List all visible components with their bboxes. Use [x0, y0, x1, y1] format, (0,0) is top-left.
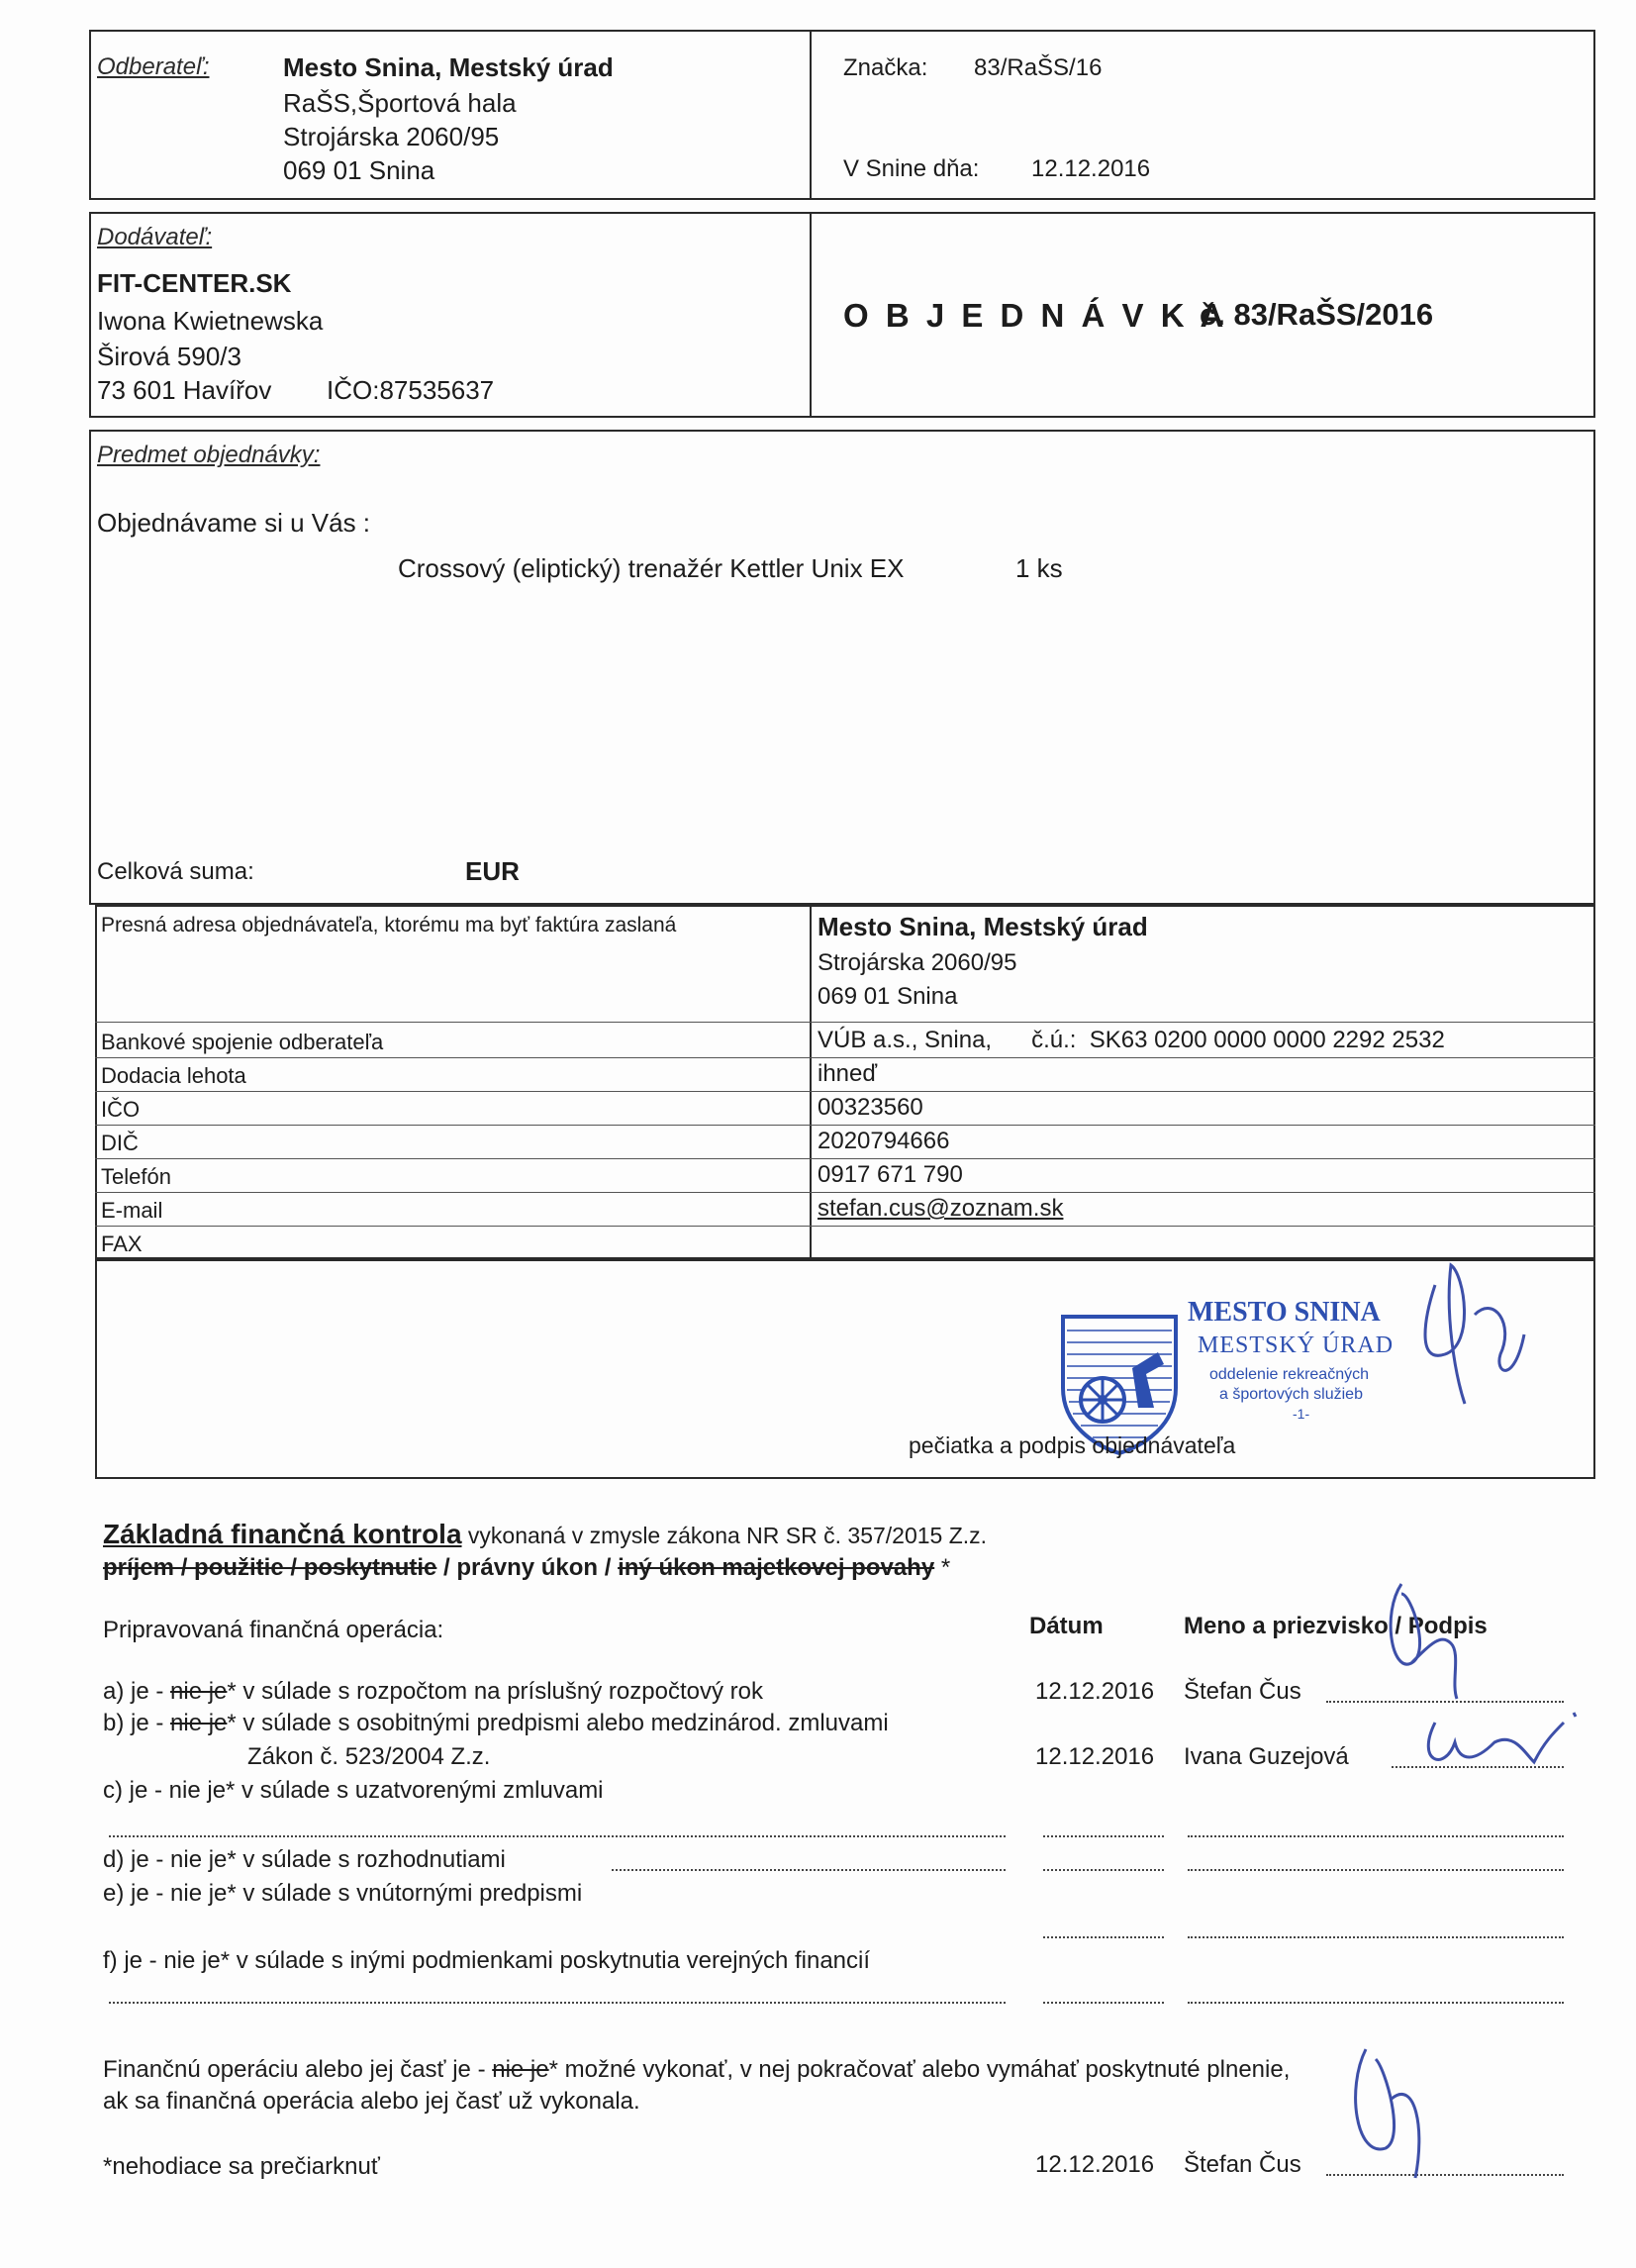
col-name-header: Meno a priezvisko / Podpis	[1184, 1613, 1488, 1639]
item-e: e) je - nie je* v súlade s vnútornými predpismi	[103, 1880, 583, 1907]
stamp-line4: a športových služieb	[1219, 1386, 1363, 1403]
final-prefix: Finančnú operáciu alebo jej časť je -	[103, 2056, 493, 2083]
subject-intro: Objednávame si u Vás :	[97, 508, 371, 538]
ref-value: 83/RaŠS/16	[974, 54, 1103, 81]
row-value-phone: 0917 671 790	[818, 1161, 963, 1188]
supplier-city: 73 601 Havířov	[97, 375, 272, 405]
row-sep-6	[95, 1226, 1595, 1227]
final-name: Štefan Čus	[1184, 2151, 1301, 2178]
types-struck-2: iný úkon majetkovej povahy	[618, 1554, 935, 1581]
item-c-line-name	[1188, 1835, 1564, 1837]
stamp-line5: -1-	[1293, 1406, 1310, 1422]
billing-divider	[810, 905, 812, 1259]
row-value-dic: 2020794666	[818, 1128, 950, 1154]
final-struck: nie je	[492, 2056, 549, 2083]
item-c-line-date	[1043, 1835, 1164, 1837]
total-currency: EUR	[465, 856, 520, 886]
item-d-line-date	[1043, 1869, 1164, 1871]
control-types	[103, 1554, 950, 1582]
supplier-name: FIT-CENTER.SK	[97, 268, 292, 298]
subject-label: Predmet objednávky:	[97, 442, 321, 468]
item-a-struck: nie je	[170, 1678, 228, 1705]
row-label-phone: Telefón	[101, 1164, 171, 1189]
order-title: O B J E D N Á V K A	[843, 297, 1228, 334]
item-b-law: Zákon č. 523/2004 Z.z.	[247, 1743, 491, 1770]
row-value-ico: 00323560	[818, 1094, 923, 1121]
buyer-label: Odberateľ:	[97, 53, 210, 80]
item-f-line-name	[1188, 2002, 1564, 2004]
stamp-caption: pečiatka a podpis objednávateľa	[909, 1432, 1236, 1458]
item-d: d) je - nie je* v súlade s rozhodnutiami	[103, 1846, 506, 1873]
item-e-line-name	[1188, 1936, 1564, 1938]
row-label-fax: FAX	[101, 1232, 143, 1256]
item-c: c) je - nie je* v súlade s uzatvorenými zmluvami	[103, 1777, 604, 1804]
types-struck-1: príjem / použitie / poskytnutie	[103, 1554, 437, 1581]
row-value-email[interactable]: stefan.cus@zoznam.sk	[818, 1195, 1064, 1222]
stamp-box	[95, 1259, 1595, 1479]
date-value: 12.12.2016	[1031, 155, 1151, 182]
signature-a-image	[1372, 1574, 1481, 1703]
control-title-suffix: vykonaná v zmysle zákona NR SR č. 357/2015 Z.z.	[461, 1523, 988, 1548]
item-b-name: Ivana Guzejová	[1184, 1743, 1349, 1770]
supplier-line2: Iwona Kwietnewska	[97, 306, 324, 336]
final-date: 12.12.2016	[1035, 2151, 1155, 2178]
supplier-label: Dodávateľ:	[97, 224, 213, 250]
item-c-line-text	[109, 1835, 1006, 1837]
final-rest: * možné vykonať, v nej pokračovať alebo vymáhať poskytnuté plnenie,	[548, 2056, 1291, 2083]
date-label: V Snine dňa:	[843, 155, 980, 182]
item-b-prefix: b) je -	[103, 1710, 171, 1736]
supplier-line3: Širová 590/3	[97, 342, 241, 371]
control-title-line	[103, 1519, 987, 1550]
row-label-dic: DIČ	[101, 1131, 139, 1155]
item-b	[103, 1707, 889, 1739]
buyer-line4: 069 01 Snina	[283, 155, 435, 185]
control-title: Základná finančná kontrola	[103, 1519, 462, 1549]
footnote: *nehodiace sa prečiarknuť	[103, 2153, 380, 2180]
supplier-ico: IČO:87535637	[327, 375, 495, 405]
billing-address-name: Mesto Snina, Mestský úrad	[818, 912, 1148, 941]
buyer-line3: Strojárska 2060/95	[283, 122, 500, 151]
types-mid: / právny úkon /	[436, 1554, 619, 1581]
signature-b-image	[1415, 1703, 1593, 1792]
types-star: *	[934, 1554, 951, 1581]
item-b-rest: * v súlade s osobitnými predpismi alebo medzinárod. zmluvami	[227, 1710, 889, 1736]
item-f: f) je - nie je* v súlade s inými podmienkami poskytnutia verejných financií	[103, 1947, 871, 1974]
row-label-ico: IČO	[101, 1097, 141, 1122]
buyer-name: Mesto Snina, Mestský úrad	[283, 52, 614, 82]
order-number: č. 83/RaŠS/2016	[1200, 297, 1434, 332]
row-sep-0	[95, 1022, 1595, 1023]
item-a-rest: * v súlade s rozpočtom na príslušný rozpočtový rok	[227, 1678, 763, 1705]
row-label-email: E-mail	[101, 1198, 163, 1223]
billing-address-line2: Strojárska 2060/95	[818, 949, 1017, 976]
total-label: Celková suma:	[97, 858, 254, 885]
col-date-header: Dátum	[1029, 1613, 1104, 1639]
item-a-date: 12.12.2016	[1035, 1678, 1155, 1705]
row-label-delivery: Dodacia lehota	[101, 1063, 246, 1088]
item-qty: 1 ks	[1015, 553, 1063, 583]
final-statement	[103, 2053, 1290, 2086]
row-value-delivery: ihneď	[818, 1060, 878, 1087]
item-name: Crossový (eliptický) trenažér Kettler Unix EX	[398, 553, 905, 583]
row-value-bank: VÚB a.s., Snina, č.ú.: SK63 0200 0000 0000 2292 2532	[818, 1027, 1445, 1053]
stamp-line1: MESTO SNINA	[1188, 1297, 1381, 1328]
item-d-line-name	[1188, 1869, 1564, 1871]
buyer-line2: RaŠS,Športová hala	[283, 88, 517, 118]
stamp-line3: oddelenie rekreačných	[1209, 1366, 1369, 1383]
item-a-name: Štefan Čus	[1184, 1678, 1301, 1705]
stamp-line2: MESTSKÝ ÚRAD	[1198, 1332, 1395, 1358]
item-a-prefix: a) je -	[103, 1678, 171, 1705]
item-a	[103, 1675, 763, 1708]
subject-box	[89, 430, 1595, 905]
item-d-line-text	[612, 1869, 1006, 1871]
item-f-line-date	[1043, 2002, 1164, 2004]
operation-label: Pripravovaná finančná operácia:	[103, 1617, 444, 1643]
item-e-line-date	[1043, 1936, 1164, 1938]
header-divider	[810, 30, 812, 200]
supplier-divider	[810, 212, 812, 418]
item-f-line-text	[109, 2002, 1006, 2004]
item-b-date: 12.12.2016	[1035, 1743, 1155, 1770]
row-label-bank: Bankové spojenie odberateľa	[101, 1030, 384, 1054]
ref-label: Značka:	[843, 54, 928, 81]
billing-address-line3: 069 01 Snina	[818, 983, 958, 1010]
signature-stamp-image	[1405, 1255, 1544, 1414]
item-b-struck: nie je	[170, 1710, 228, 1736]
signature-final-image	[1336, 2039, 1445, 2188]
final-line2: ak sa finančná operácia alebo jej časť už vykonala.	[103, 2088, 640, 2115]
billing-address-label: Presná adresa objednávateľa, ktorému ma byť faktúra zaslaná	[101, 914, 677, 937]
